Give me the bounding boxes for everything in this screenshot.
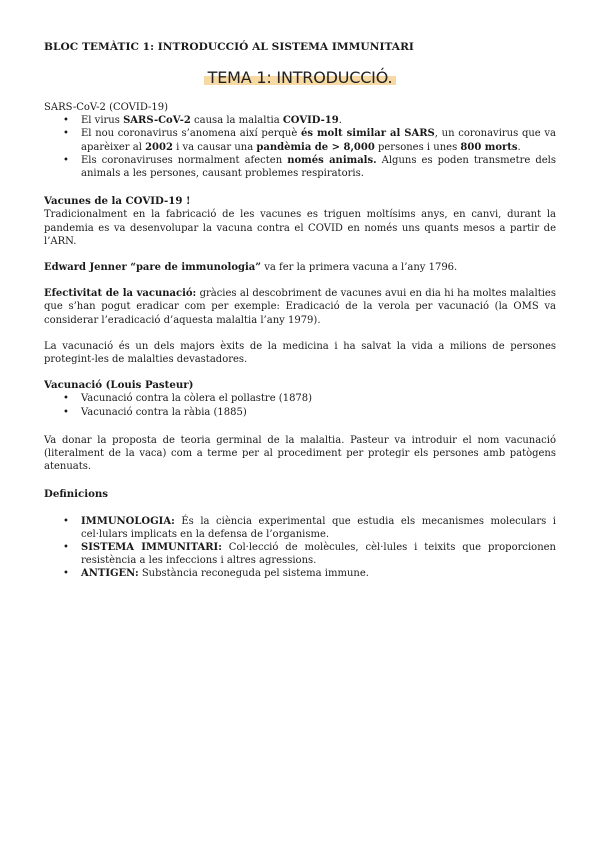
list-item: • IMMUNOLOGIA: És la ciència experimental que estudia els mecanismes moleculars i cel·lulars implicats en la defensa de l’organisme. [81,515,556,541]
effectiveness-paragraph: Efectivitat de la vacunació: gràcies al descobriment de vacunes avui en dia hi ha moltes malalties que s’han pogut eradicar com per exemple: Eradicació de la verola per vacunació (la OMS va considerar l’eradicació d’aquesta malaltia l’any 1979). [44,288,556,326]
vaccines-paragraph: Tradicionalment en la fabricació de les vacunes es triguen moltísims anys, en canvi, durant la pandemia es va desenvolupar la vacuna contra el COVID en només uns quants mesos a partir de l’ARN. [44,209,556,247]
list-item: • Vacunació contra la còlera el pollastre (1878) [81,392,556,405]
pasteur-paragraph: Va donar la proposta de teoria germinal de la malaltia. Pasteur va introduir el nom vacunació (literalment de la vaca) com a terme per al procediment per protegir els persones amb patògens atenuats. [44,434,556,473]
block-title: BLOC TEMÀTIC 1: INTRODUCCIÓ AL SISTEMA IMMUNITARI [44,41,414,53]
topic-title: TEMA 1: INTRODUCCIÓ. [204,68,397,87]
jenner-paragraph: Edward Jenner “pare de immunologia” va fer la primera vacuna a l’any 1796. [44,262,458,274]
definitions-heading: Definicions [44,488,109,501]
pasteur-list [44,392,556,418]
list-item: • El nou coronavirus s’anomena així perquè és molt similar al SARS, un coronavirus que va aparèixer al 2002 i va causar una pandèmia de > 8,000 persones i unes 800 morts. [81,127,556,153]
list-item: • Vacunació contra la ràbia (1885) [81,406,556,419]
list-item: • El virus SARS-CoV-2 causa la malaltia COVID-19. [81,114,556,127]
pasteur-heading: Vacunació (Louis Pasteur) [44,379,194,392]
list-item: • Els coronaviruses normalment afecten només animals. Alguns es poden transmetre dels animals a les persones, causant problemes respiratoris. [81,154,556,180]
definitions-list [44,515,556,581]
vaccines-heading: Vacunes de la COVID-19 ! [44,195,191,208]
sars-heading: SARS-CoV-2 (COVID-19) [44,102,169,113]
topic-title-wrap [44,68,556,94]
sars-list [44,114,556,180]
list-item: • SISTEMA IMMUNITARI: Col·lecció de molècules, cèl·lules i teixits que proporcionen resistència a les infeccions i altres agressions. [81,541,556,567]
vaccination-paragraph: La vacunació és un dels majors èxits de la medicina i ha salvat la vida a milions de persones protegint-les de malalties devastadores. [44,340,556,366]
list-item: • ANTIGEN: Substància reconeguda pel sistema immune. [81,567,556,580]
